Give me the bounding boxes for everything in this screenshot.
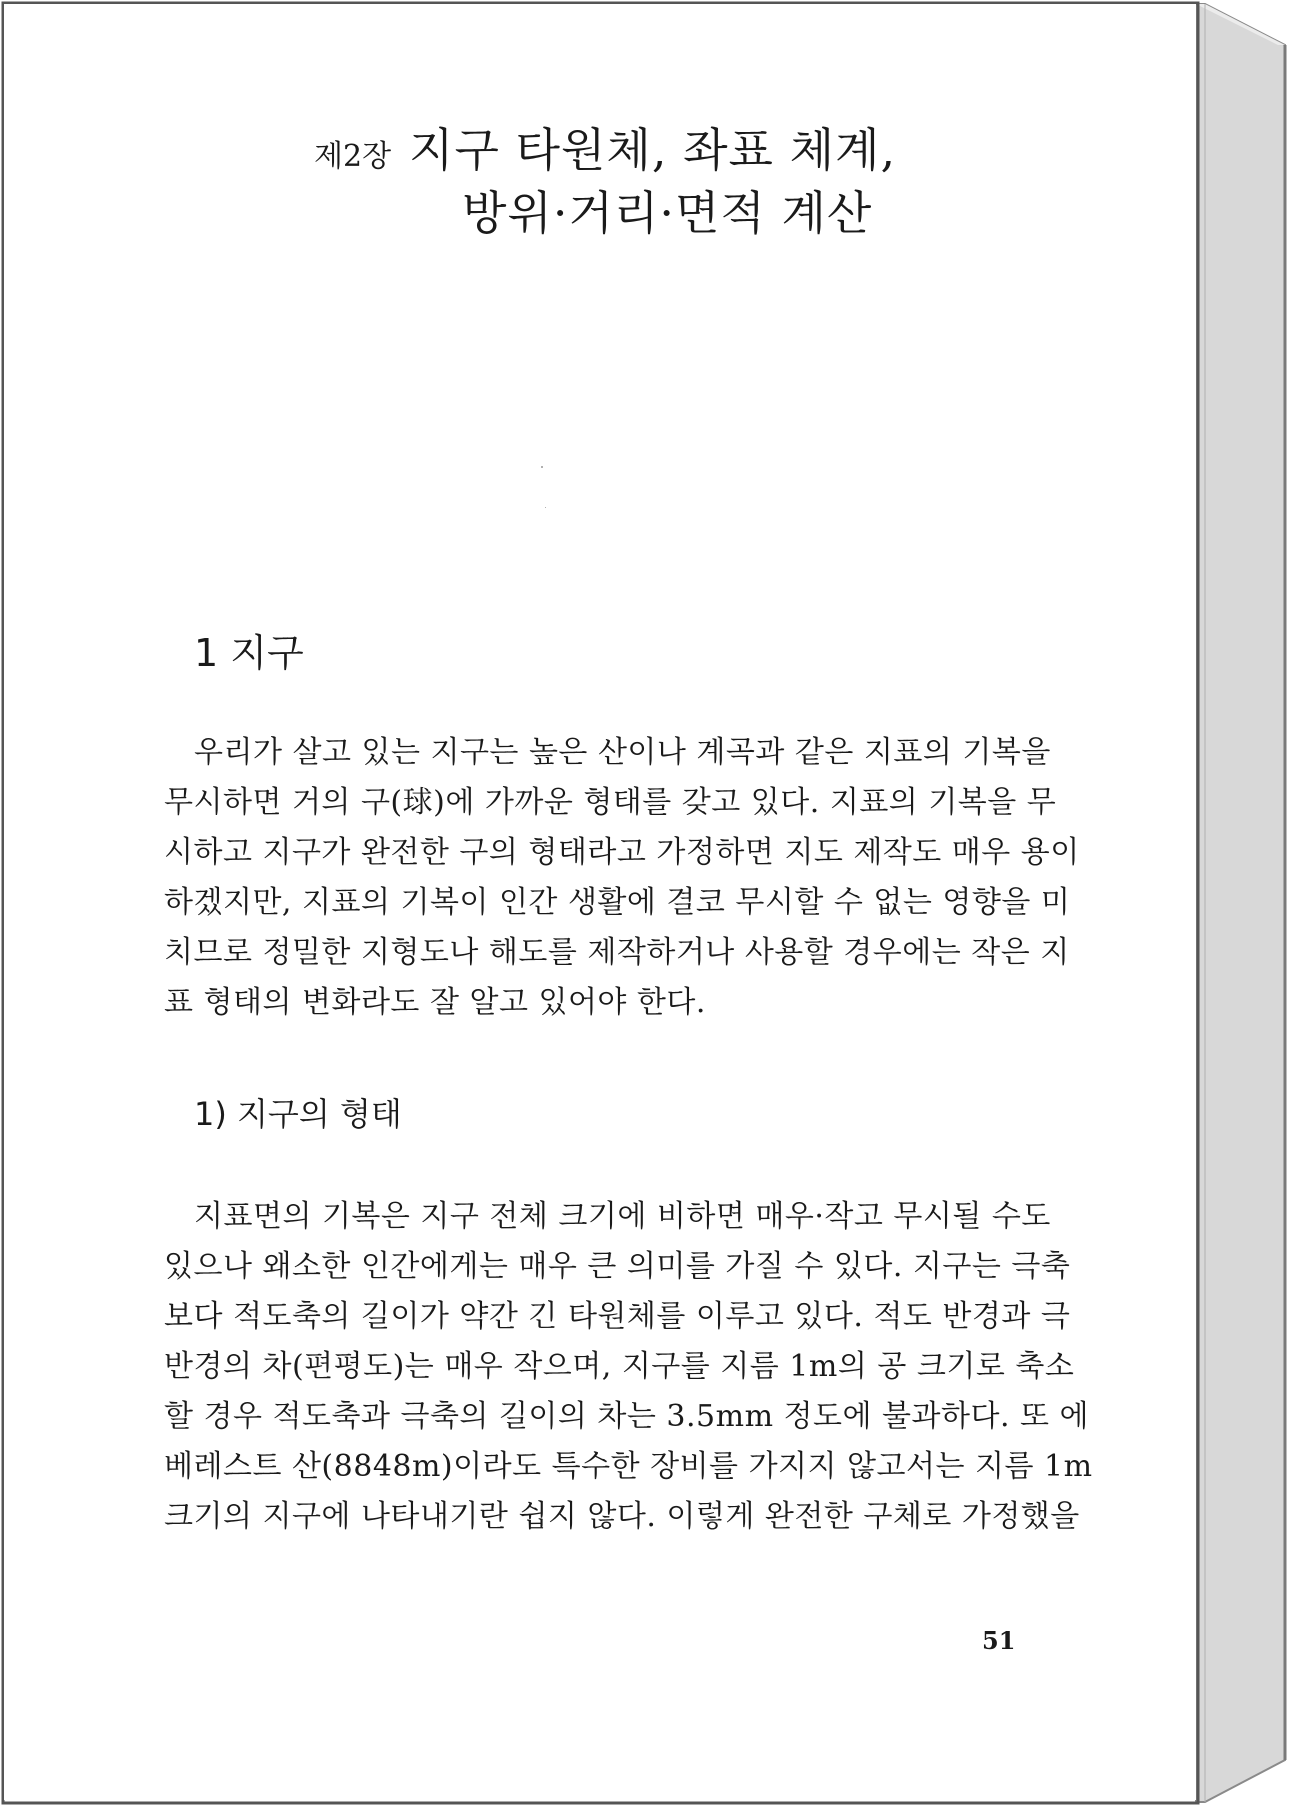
text-line: 우리가 살고 있는 지구는 높은 산이나 계곡과 같은 지표의 기복을 [194, 735, 1051, 770]
text-line: 있으나 왜소한 인간에게는 매우 큰 의미를 가질 수 있다. 지구는 극축 [164, 1249, 1071, 1284]
print-speck [545, 507, 546, 508]
text-line: 무시하면 거의 구(球)에 가까운 형태를 갖고 있다. 지표의 기복을 무 [164, 785, 1057, 820]
text-line: 치므로 정밀한 지형도나 해도를 제작하거나 사용할 경우에는 작은 지 [164, 935, 1070, 970]
subsection-heading: 1) 지구의 형태 [194, 1095, 402, 1133]
text-line: 할 경우 적도축과 극축의 길이의 차는 3.5mm 정도에 불과하다. 또 에 [164, 1399, 1090, 1434]
text-line: 크기의 지구에 나타내기란 쉽지 않다. 이렇게 완전한 구체로 가정했을 [164, 1499, 1080, 1534]
body-paragraph [164, 1192, 1093, 1542]
body-paragraph [164, 728, 1080, 1028]
chapter-title-line-2: 방위·거리·면적 계산 [462, 185, 873, 240]
text-line: 지표면의 기복은 지구 전체 크기에 비하면 매우·작고 무시될 수도 [194, 1199, 1051, 1234]
page-number: 51 [982, 1626, 1016, 1655]
text-line: 하겠지만, 지표의 기복이 인간 생활에 결코 무시할 수 없는 영향을 미 [164, 885, 1071, 920]
text-line: 표 형태의 변화라도 잘 알고 있어야 한다. [164, 985, 706, 1020]
text-line: 베레스트 산(8848m)이라도 특수한 장비를 가지지 않고서는 지름 1m [164, 1449, 1093, 1484]
book-page [4, 4, 1196, 1800]
chapter-number: 제2장 [314, 139, 392, 174]
chapter-title-line-1: 지구 타원체, 좌표 체계, [409, 123, 897, 177]
text-line: 반경의 차(편평도)는 매우 작으며, 지구를 지름 1m의 공 크기로 축소 [164, 1349, 1075, 1384]
text-line: 시하고 지구가 완전한 구의 형태라고 가정하면 지도 제작도 매우 용이 [164, 835, 1080, 870]
chapter-title [314, 124, 914, 240]
section-heading: 1 지구 [194, 631, 304, 675]
print-speck [541, 466, 543, 468]
text-line: 보다 적도축의 길이가 약간 긴 타원체를 이루고 있다. 적도 반경과 극 [164, 1299, 1071, 1334]
